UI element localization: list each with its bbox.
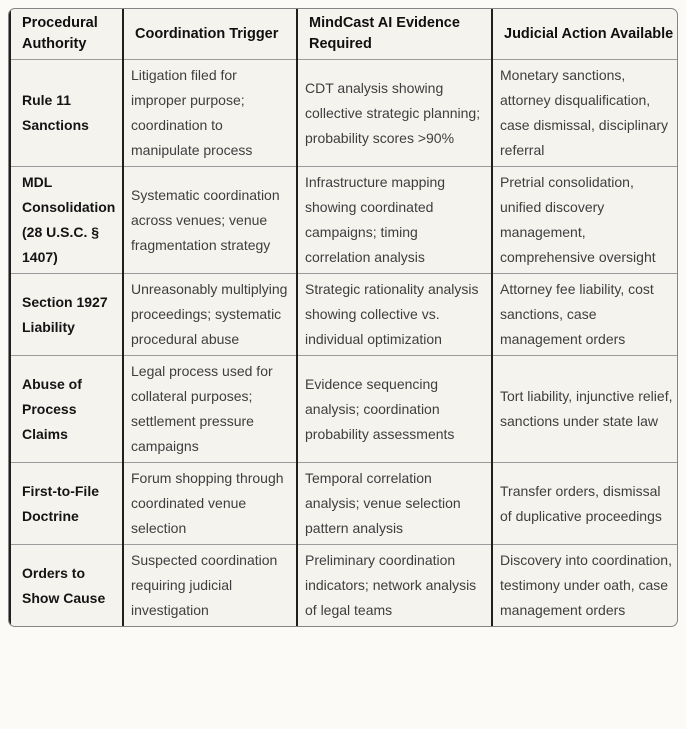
cell-trigger: Suspected coordination requiring judicial investigation — [123, 545, 297, 627]
table-row — [10, 274, 678, 356]
table-row — [10, 60, 678, 167]
cell-action: Pretrial consolidation, unified discovery management, comprehensive oversight — [492, 167, 678, 274]
cell-authority: Rule 11 Sanctions — [10, 60, 123, 167]
cell-authority: MDL Consolidation (28 U.S.C. § 1407) — [10, 167, 123, 274]
cell-evidence: Temporal correlation analysis; venue selection pattern analysis — [297, 463, 492, 545]
cell-evidence: Preliminary coordination indicators; network analysis of legal teams — [297, 545, 492, 627]
cell-evidence: Evidence sequencing analysis; coordination probability assessments — [297, 356, 492, 463]
col-header-coordination-trigger: Coordination Trigger — [123, 9, 297, 60]
cell-trigger: Legal process used for collateral purposes; settlement pressure campaigns — [123, 356, 297, 463]
cell-trigger: Forum shopping through coordinated venue selection — [123, 463, 297, 545]
cell-authority: Section 1927 Liability — [10, 274, 123, 356]
cell-action: Transfer orders, dismissal of duplicative proceedings — [492, 463, 678, 545]
cell-action: Monetary sanctions, attorney disqualification, case dismissal, disciplinary referral — [492, 60, 678, 167]
col-header-procedural-authority: Procedural Authority — [10, 9, 123, 60]
cell-action: Discovery into coordination, testimony under oath, case management orders — [492, 545, 678, 627]
table-row — [10, 356, 678, 463]
cell-authority: Orders to Show Cause — [10, 545, 123, 627]
table-row — [10, 545, 678, 627]
col-header-evidence-required: MindCast AI Evidence Required — [297, 9, 492, 60]
table-wrap — [8, 8, 678, 627]
cell-action: Attorney fee liability, cost sanctions, case management orders — [492, 274, 678, 356]
cell-evidence: Strategic rationality analysis showing collective vs. individual optimization — [297, 274, 492, 356]
col-header-judicial-action: Judicial Action Available — [492, 9, 678, 60]
cell-trigger: Litigation filed for improper purpose; coordination to manipulate process — [123, 60, 297, 167]
cell-evidence: CDT analysis showing collective strategic planning; probability scores >90% — [297, 60, 492, 167]
cell-authority: First-to-File Doctrine — [10, 463, 123, 545]
cell-trigger: Systematic coordination across venues; venue fragmentation strategy — [123, 167, 297, 274]
cell-evidence: Infrastructure mapping showing coordinated campaigns; timing correlation analysis — [297, 167, 492, 274]
cell-trigger: Unreasonably multiplying proceedings; systematic procedural abuse — [123, 274, 297, 356]
cell-action: Tort liability, injunctive relief, sanctions under state law — [492, 356, 678, 463]
header-row — [10, 9, 678, 60]
table-row — [10, 463, 678, 545]
table-row — [10, 167, 678, 274]
procedural-authority-table — [9, 9, 678, 626]
cell-authority: Abuse of Process Claims — [10, 356, 123, 463]
